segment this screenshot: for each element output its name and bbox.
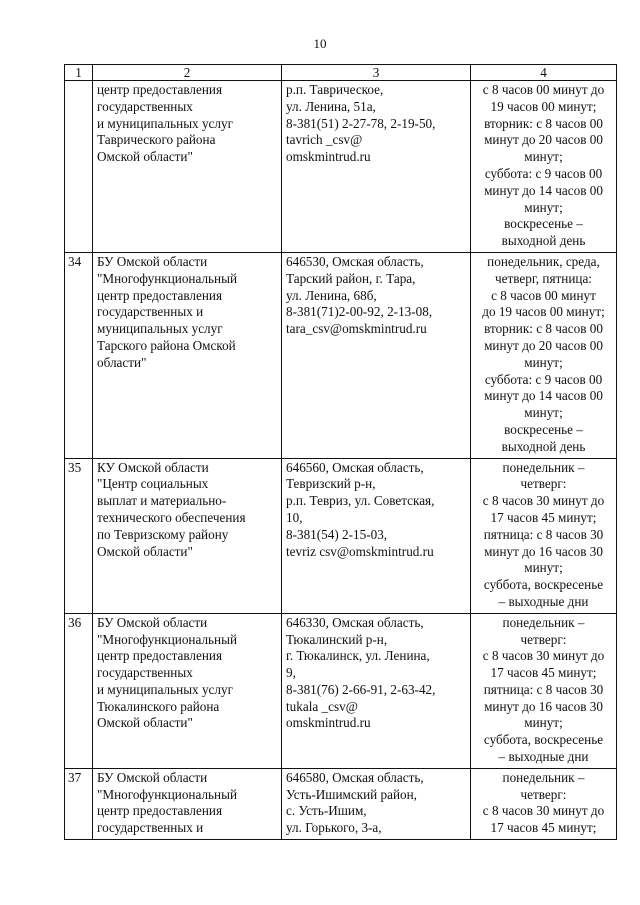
header-row (65, 65, 617, 81)
table-row (65, 252, 617, 458)
row-number: 36 (65, 613, 93, 768)
institution-name: БУ Омской области "Многофункциональный центр предоставления государственных и муниципальных услуг Тюкалинского района Омской области" (93, 613, 282, 768)
row-number: 37 (65, 768, 93, 839)
address-contacts: р.п. Таврическое, ул. Ленина, 51а, 8-381(51) 2-27-78, 2-19-50, tavrich _csv@ omskmintrud.ru (282, 81, 471, 253)
institution-name: БУ Омской области "Многофункциональный центр предоставления государственных и (93, 768, 282, 839)
header-col-3: 3 (282, 65, 471, 81)
row-number: 35 (65, 458, 93, 613)
working-hours: понедельник, среда, четверг, пятница: с 8 часов 00 минут до 19 часов 00 минут; вторник: с 8 часов 00 минут до 20 часов 00 минут; суббота: с 9 часов 00 минут до 14 часов 00 минут; воскресенье – выходной день (471, 252, 617, 458)
row-number: 34 (65, 252, 93, 458)
address-contacts: 646580, Омская область, Усть-Ишимский район, с. Усть-Ишим, ул. Горького, 3-а, (282, 768, 471, 839)
working-hours: понедельник – четверг: с 8 часов 30 минут до 17 часов 45 минут; пятница: с 8 часов 30 минут до 16 часов 30 минут; суббота, воскресенье – выходные дни (471, 458, 617, 613)
header-col-2: 2 (93, 65, 282, 81)
header-col-1: 1 (65, 65, 93, 81)
working-hours: понедельник – четверг: с 8 часов 30 минут до 17 часов 45 минут; (471, 768, 617, 839)
table-row (65, 613, 617, 768)
address-contacts: 646560, Омская область, Тевризский р-н, р.п. Тевриз, ул. Советская, 10, 8-381(54) 2-15-03, tevriz csv@omskmintrud.ru (282, 458, 471, 613)
row-number (65, 81, 93, 253)
table-row (65, 458, 617, 613)
working-hours: понедельник – четверг: с 8 часов 30 минут до 17 часов 45 минут; пятница: с 8 часов 30 минут до 16 часов 30 минут; суббота, воскресенье – выходные дни (471, 613, 617, 768)
institution-name: КУ Омской области "Центр социальных выплат и материально- технического обеспечения по Тевризскому району Омской области" (93, 458, 282, 613)
working-hours: с 8 часов 00 минут до 19 часов 00 минут; вторник: с 8 часов 00 минут до 20 часов 00 минут; суббота: с 9 часов 00 минут до 14 часов 00 минут; воскресенье – выходной день (471, 81, 617, 253)
page-number: 10 (313, 36, 327, 51)
header-col-4: 4 (471, 65, 617, 81)
address-contacts: 646330, Омская область, Тюкалинский р-н, г. Тюкалинск, ул. Ленина, 9, 8-381(76) 2-66-91, 2-63-42, tukala _csv@ omskmintrud.ru (282, 613, 471, 768)
table-row (65, 768, 617, 839)
service-centers-table (64, 64, 617, 840)
table-row (65, 81, 617, 253)
institution-name: БУ Омской области "Многофункциональный центр предоставления государственных и муниципальных услуг Тарского района Омской области" (93, 252, 282, 458)
institution-name: центр предоставления государственных и муниципальных услуг Таврического района Омской области" (93, 81, 282, 253)
address-contacts: 646530, Омская область, Тарский район, г. Тара, ул. Ленина, 68б, 8-381(71)2-00-92, 2-13-08, tara_csv@omskmintrud.ru (282, 252, 471, 458)
